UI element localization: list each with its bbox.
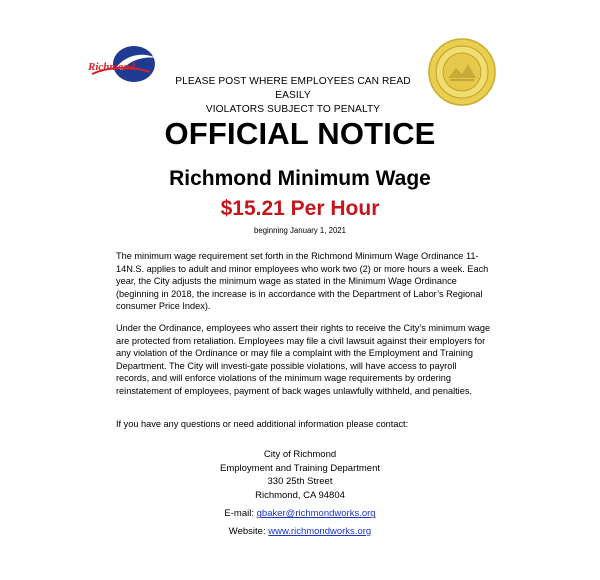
website-label: Website:	[228, 525, 266, 537]
email-label: E-mail:	[224, 508, 254, 520]
website-link[interactable]: www.richmondworks.org	[268, 525, 372, 537]
post-line-1: PLEASE POST WHERE EMPLOYEES CAN READ EASILY	[175, 76, 411, 101]
contact-org: City of Richmond	[263, 449, 337, 460]
contact-city: Richmond, CA 94804	[255, 489, 345, 501]
email-link[interactable]: gbaker@richmondworks.org	[256, 508, 376, 520]
contact-street: 330 25th Street	[267, 476, 333, 488]
paragraph-contact-intro: If you have any questions or need additional information please contact:	[116, 419, 409, 429]
contact-block	[0, 448, 600, 539]
notice-subtitle: Richmond Minimum Wage	[169, 167, 431, 190]
notice-title: OFFICIAL NOTICE	[164, 116, 436, 151]
contact-website-line	[0, 525, 600, 539]
paragraph-ordinance: Under the Ordinance, employees who assert their rights to receive the City’s minimum wage are protected from retaliation. Employees may file a civil lawsuit against their employers for any violation of the Ordinance or may file a complaint with the Employment and Training Department. The City will investi-gate possible violations, will have access to payroll records, and will enforce violations of the minimum wage requirements by ordering reinstatement of employees, payment of back wages unlawfully withheld, and penalties.	[116, 323, 491, 396]
richmond-logo	[86, 44, 158, 84]
contact-dept: Employment and Training Department	[220, 462, 380, 474]
wage-amount: $15.21 Per Hour	[220, 197, 380, 220]
paragraph-requirement: The minimum wage requirement set forth in the Richmond Minimum Wage Ordinance 11-14N.S. applies to adult and minor employees who work two (2) or more hours a week. Each year, the City adjusts the minimum wage as stated in the Minimum Wage Ordinance (beginning in 2018, the increase is in accordance with the Department of Labor’s Regional consumer Price Index).	[116, 251, 489, 312]
logo-wordmark: Richmond	[88, 61, 136, 73]
city-seal	[428, 38, 496, 106]
contact-email-line	[0, 507, 600, 521]
effective-date: beginning January 1, 2021	[254, 226, 346, 235]
posting-instructions	[160, 75, 426, 117]
post-line-2: VIOLATORS SUBJECT TO PENALTY	[205, 104, 381, 115]
